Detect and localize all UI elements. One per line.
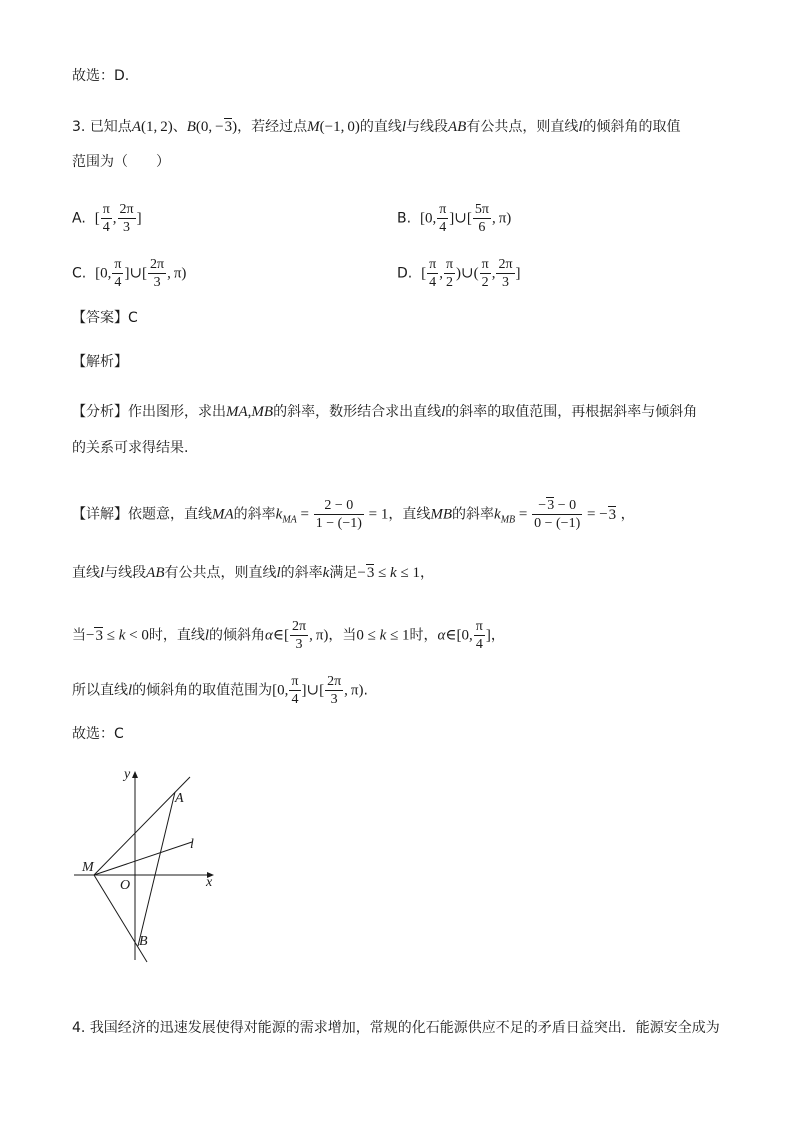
answer-tag: 【答案】 [72, 310, 128, 326]
question-3-stem-line2: 范围为（ ） [72, 154, 170, 170]
label-x: x [206, 875, 213, 890]
detail-line2: 直线l与线段AB有公共点，则直线l的斜率k满足−3 ≤ k ≤ 1， [72, 565, 434, 581]
final-answer: 故选：C [72, 726, 124, 742]
label-b: B [139, 934, 148, 949]
fenxi-line1: 【分析】作出图形，求出MA,MB的斜率，数形结合求出直线l的斜率的取值范围，再根据斜率与倾斜角 [72, 404, 698, 420]
detail-tag: 【详解】 [72, 506, 128, 523]
label-m: M [82, 860, 94, 875]
question-3-stem: 3. 已知点A(1, 2)、B(0, −3)，若经过点M(−1, 0)的直线l与线段AB有公共点，则直线l的倾斜角的取值 [72, 119, 681, 135]
question-4-number: 4. [72, 1020, 86, 1036]
previous-answer: 故选：D. [72, 68, 130, 84]
question-4-stem: 4. 我国经济的迅速发展使得对能源的需求增加，常规的化石能源供应不足的矛盾日益突出．能源安全成为 [72, 1020, 720, 1036]
fenxi-tag: 【分析】 [72, 404, 128, 420]
detail-line1: 【详解】依题意，直线MA的斜率$k_{MA}$ = $\frac{2 - 0}{1 - (-1)}$ = 1，直线MB的斜率$k_{MB}$ = $\frac{-3 - 0}{0 - (-1)}$ = −3 ， [72, 498, 635, 531]
detail-line4: 所以直线l的倾斜角的取值范围为[0, $\frac{\pi}{4}$ ]∪[ $\frac{2\pi}{3}$ , π). [72, 674, 368, 707]
analysis-tag: 【解析】 [72, 354, 128, 370]
question-number: 3. [72, 119, 86, 135]
label-y: y [124, 767, 131, 782]
option-c: C. [0, $\frac{\pi}{4}$ ]∪[ $\frac{2\pi}{3}$ , π) [72, 257, 187, 290]
label-a: A [175, 791, 184, 806]
answer-line [72, 308, 138, 328]
fenxi-line2: 的关系可求得结果. [72, 440, 189, 456]
option-d: D. [ $\frac{\pi}{4}$ , $\frac{\pi}{2}$ )∪( $\frac{\pi}{2}$ , $\frac{2\pi}{3}$ ] [397, 257, 521, 290]
option-a: A. [ $\frac{\pi}{4}$ , $\frac{2\pi}{3}$ ] [72, 202, 142, 235]
coordinate-figure [68, 762, 228, 972]
option-b: B. [0, $\frac{\pi}{4}$ ]∪[ $\frac{5\pi}{6}$ , π) [397, 202, 512, 235]
line-l [94, 842, 192, 875]
answer-value: C [128, 310, 138, 326]
segment-ab [138, 792, 175, 946]
label-origin: O [120, 878, 131, 893]
label-l: l [190, 837, 194, 852]
y-axis-arrow [132, 771, 138, 778]
detail-line3: 当−3 ≤ k < 0时，直线l的倾斜角α∈[ $\frac{2\pi}{3}$ , π)，当0 ≤ k ≤ 1时，α∈[0, $\frac{\pi}{4}$ ]， [72, 619, 505, 652]
